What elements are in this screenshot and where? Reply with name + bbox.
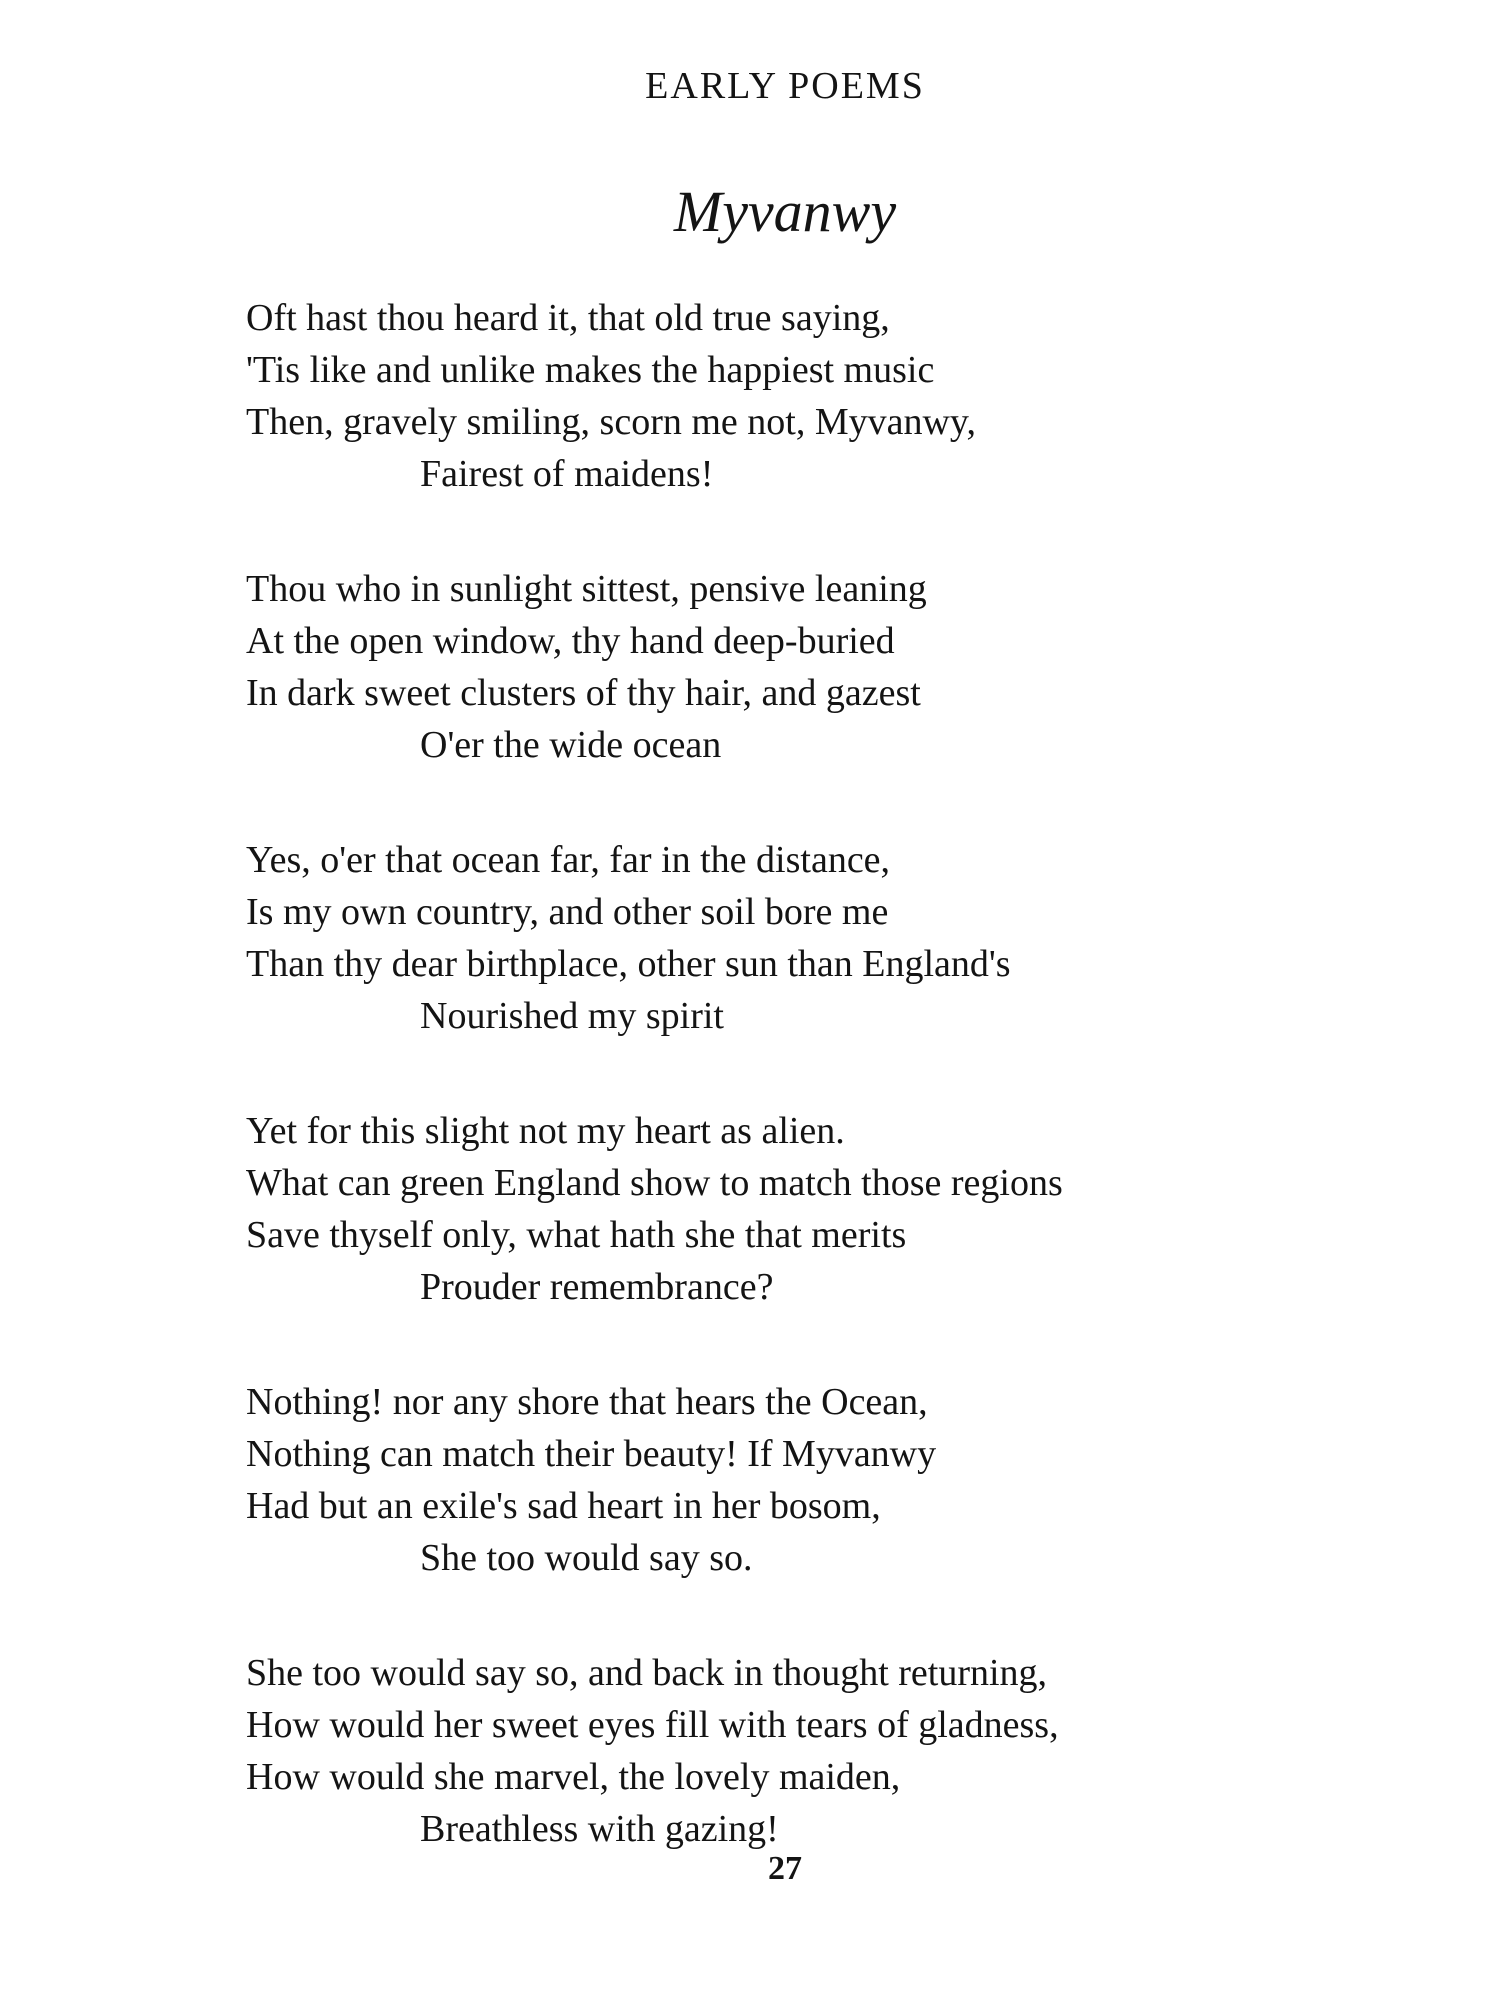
- poem-line-indented: O'er the wide ocean: [420, 724, 722, 766]
- poem-line-indented: Breathless with gazing!: [420, 1808, 779, 1850]
- poem-line: She too would say so, and back in thought returning,: [246, 1652, 1048, 1694]
- poem-line: Nothing! nor any shore that hears the Ocean,: [246, 1381, 928, 1423]
- poem-line: Had but an exile's sad heart in her bosom,: [246, 1485, 881, 1527]
- poem-line: Yet for this slight not my heart as alien.: [246, 1110, 845, 1152]
- poem-line: Nothing can match their beauty! If Myvanwy: [246, 1433, 937, 1475]
- poem-line: Then, gravely smiling, scorn me not, Myvanwy,: [246, 401, 976, 443]
- poem-line-indented: Fairest of maidens!: [420, 453, 714, 495]
- poem-line: In dark sweet clusters of thy hair, and gazest: [246, 672, 921, 714]
- stanza: [246, 1376, 1346, 1584]
- stanza: [246, 1647, 1346, 1855]
- poem-line: Than thy dear birthplace, other sun than England's: [246, 943, 1011, 985]
- poem-line: 'Tis like and unlike makes the happiest music: [246, 349, 935, 391]
- poem-line: At the open window, thy hand deep-buried: [246, 620, 895, 662]
- poem-body: [246, 292, 1346, 1918]
- poem-title: Myvanwy: [673, 179, 897, 244]
- poem-line-indented: Nourished my spirit: [420, 995, 724, 1037]
- poem-line: What can green England show to match those regions: [246, 1162, 1063, 1204]
- stanza: [246, 1105, 1346, 1313]
- poem-line-indented: Prouder remembrance?: [420, 1266, 774, 1308]
- poem-line: How would she marvel, the lovely maiden,: [246, 1756, 901, 1798]
- page-number: 27: [768, 1850, 802, 1887]
- poem-line: Is my own country, and other soil bore me: [246, 891, 889, 933]
- stanza: [246, 563, 1346, 771]
- poem-line: Oft hast thou heard it, that old true saying,: [246, 297, 890, 339]
- poem-line-indented: She too would say so.: [420, 1537, 753, 1579]
- running-head: EARLY POEMS: [645, 65, 925, 107]
- poem-line: Thou who in sunlight sittest, pensive leaning: [246, 568, 927, 610]
- poem-line: Save thyself only, what hath she that merits: [246, 1214, 907, 1256]
- stanza: [246, 834, 1346, 1042]
- stanza: [246, 292, 1346, 500]
- poem-line: Yes, o'er that ocean far, far in the distance,: [246, 839, 891, 881]
- poem-line: How would her sweet eyes fill with tears of gladness,: [246, 1704, 1059, 1746]
